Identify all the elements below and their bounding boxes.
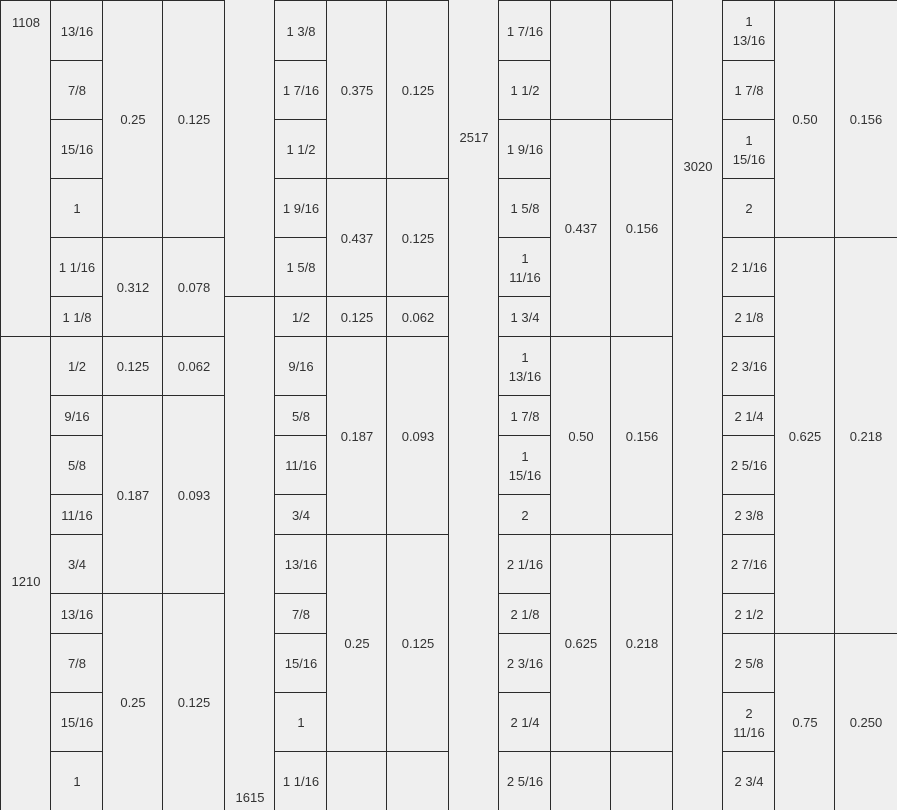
table-cell: 2 3/16 — [722, 336, 775, 396]
table-cell: 2 3/4 — [722, 751, 775, 810]
table-cell: 2 1/16 — [498, 534, 551, 594]
table-cell: 0.187 — [102, 395, 163, 594]
table-cell: 11/16 — [274, 435, 327, 495]
table-cell: 1 15/16 — [722, 119, 775, 179]
table-cell: 1 1/16 — [50, 237, 103, 297]
table-cell: 0.437 — [326, 178, 387, 297]
table-cell: 0.125 — [326, 296, 387, 337]
table-cell: 1 1/2 — [274, 119, 327, 179]
table-cell: 0.218 — [834, 237, 897, 634]
table-cell: 2 1/4 — [722, 395, 775, 436]
table-cell — [610, 751, 673, 810]
table-cell: 0.156 — [610, 119, 673, 337]
table-cell: 1 5/8 — [498, 178, 551, 238]
table-cell: 1 — [274, 692, 327, 752]
table-cell: 1 15/16 — [498, 435, 551, 495]
table-cell: 0.125 — [102, 336, 163, 396]
table-cell: 2 1/8 — [498, 593, 551, 634]
table-cell: 1 13/16 — [722, 0, 775, 61]
table-cell: 2 1/4 — [498, 692, 551, 752]
table-cell: 1 9/16 — [274, 178, 327, 238]
table-cell: 1 7/8 — [722, 60, 775, 120]
table-cell: 5/8 — [50, 435, 103, 495]
table-cell: 1 13/16 — [498, 336, 551, 396]
table-cell: 0.093 — [162, 395, 225, 594]
table-cell: 0.50 — [550, 336, 611, 535]
table-cell — [610, 0, 673, 120]
table-cell: 0.125 — [386, 178, 449, 297]
table-cell: 2 — [722, 178, 775, 238]
table-cell: 2 11/16 — [722, 692, 775, 752]
table-cell: 0.156 — [834, 0, 897, 238]
table-cell: 2 3/16 — [498, 633, 551, 693]
table-cell: 2 1/8 — [722, 296, 775, 337]
table-cell: 1/2 — [274, 296, 327, 337]
table-cell: 0.187 — [326, 336, 387, 535]
table-cell: 2 5/16 — [722, 435, 775, 495]
table-cell: 7/8 — [274, 593, 327, 634]
table-cell: 1 1/2 — [498, 60, 551, 120]
table-cell: 13/16 — [50, 593, 103, 634]
table-cell: 2 1/16 — [722, 237, 775, 297]
table-cell: 11/16 — [50, 494, 103, 535]
table-cell: 1 — [50, 178, 103, 238]
table-cell: 0.250 — [834, 633, 897, 810]
table-cell: 2517 — [448, 0, 499, 810]
table-cell: 0.093 — [386, 336, 449, 535]
table-cell: 1 7/16 — [498, 0, 551, 61]
table-cell: 2 — [498, 494, 551, 535]
table-cell: 1 3/4 — [498, 296, 551, 337]
table-cell: 0.625 — [550, 534, 611, 752]
table-cell: 9/16 — [50, 395, 103, 436]
table-cell: 9/16 — [274, 336, 327, 396]
table-cell: 0.75 — [774, 633, 835, 810]
table-cell: 13/16 — [50, 0, 103, 61]
table-cell: 1210 — [0, 336, 51, 810]
table-cell: 13/16 — [274, 534, 327, 594]
table-cell — [550, 751, 611, 810]
table-cell: 1 3/8 — [274, 0, 327, 61]
table-cell: 3020 — [672, 0, 723, 810]
table-cell: 1615 — [224, 296, 275, 810]
table-cell: 2 5/16 — [498, 751, 551, 810]
table-cell: 1 5/8 — [274, 237, 327, 297]
table-cell: 0.078 — [162, 237, 225, 337]
table-cell — [326, 751, 387, 810]
table-cell: 5/8 — [274, 395, 327, 436]
table-cell: 1 7/8 — [498, 395, 551, 436]
table-cell: 0.062 — [162, 336, 225, 396]
table-cell: 7/8 — [50, 633, 103, 693]
table-cell: 0.062 — [386, 296, 449, 337]
table-cell: 2 1/2 — [722, 593, 775, 634]
table-cell: 0.125 — [162, 593, 225, 810]
table-cell: 15/16 — [274, 633, 327, 693]
table-cell: 0.25 — [102, 0, 163, 238]
table-cell: 0.50 — [774, 0, 835, 238]
table-cell: 1 1/8 — [50, 296, 103, 337]
table-cell: 0.125 — [386, 0, 449, 179]
table-cell: 2 7/16 — [722, 534, 775, 594]
table-cell: 7/8 — [50, 60, 103, 120]
table-cell: 1 — [50, 751, 103, 810]
table-cell: 0.125 — [162, 0, 225, 238]
table-cell: 2 5/8 — [722, 633, 775, 693]
table-cell: 1 11/16 — [498, 237, 551, 297]
table-cell: 3/4 — [274, 494, 327, 535]
table-cell: 2 3/8 — [722, 494, 775, 535]
table-cell: 15/16 — [50, 692, 103, 752]
table-cell: 0.437 — [550, 119, 611, 337]
table-cell: 1 7/16 — [274, 60, 327, 120]
table-cell: 1108 — [0, 0, 51, 337]
table-cell: 1/2 — [50, 336, 103, 396]
table-cell — [224, 0, 275, 297]
table-cell: 15/16 — [50, 119, 103, 179]
table-cell: 0.375 — [326, 0, 387, 179]
table-cell: 0.156 — [610, 336, 673, 535]
table-cell: 0.125 — [386, 534, 449, 752]
table-cell: 0.625 — [774, 237, 835, 634]
table-cell — [550, 0, 611, 120]
table-cell: 0.312 — [102, 237, 163, 337]
table-cell — [386, 751, 449, 810]
table-cell: 0.25 — [102, 593, 163, 810]
table-cell: 0.25 — [326, 534, 387, 752]
table-cell: 3/4 — [50, 534, 103, 594]
table-cell: 1 1/16 — [274, 751, 327, 810]
table-cell: 0.218 — [610, 534, 673, 752]
table-cell: 1 9/16 — [498, 119, 551, 179]
